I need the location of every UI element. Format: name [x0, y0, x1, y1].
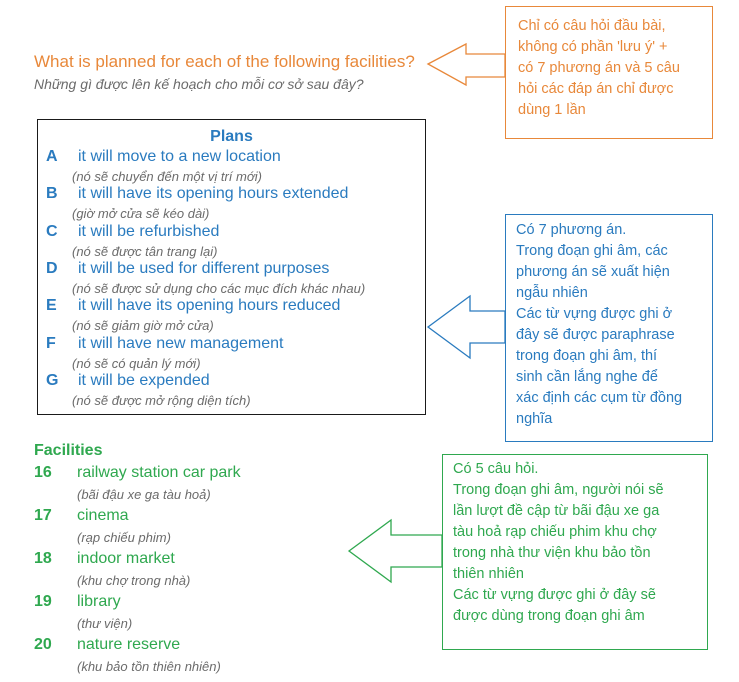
plan-letter: C — [46, 223, 58, 240]
note-line: được dùng trong đoạn ghi âm — [453, 608, 645, 624]
facility-number: 17 — [34, 507, 52, 524]
note-line: dùng 1 lần — [518, 102, 586, 118]
question-subtitle: Những gì được lên kế hoạch cho mỗi cơ sở sau đây? — [34, 76, 364, 92]
facilities-heading: Facilities — [34, 442, 103, 459]
plan-letter: F — [46, 335, 56, 352]
plan-text: it will be refurbished — [78, 223, 220, 240]
facility-text: nature reserve — [77, 636, 181, 653]
facility-number: 16 — [34, 464, 52, 481]
facility-text: cinema — [77, 507, 129, 524]
facility-number: 20 — [34, 636, 52, 653]
note-line: Có 5 câu hỏi. — [453, 461, 539, 477]
plan-text: it will have its opening hours extended — [78, 185, 349, 202]
plan-letter: B — [46, 185, 58, 202]
facility-text: library — [77, 593, 121, 610]
facility-number: 19 — [34, 593, 52, 610]
note-line: hỏi các đáp án chỉ được — [518, 81, 674, 97]
plan-note: (nó sẽ có quản lý mới) — [72, 356, 201, 371]
facility-number: 18 — [34, 550, 52, 567]
note-line: Trong đoạn ghi âm, các — [516, 243, 668, 259]
note-line: xác định các cụm từ đồng — [516, 390, 683, 406]
plan-letter: D — [46, 260, 58, 277]
plan-letter: A — [46, 148, 58, 165]
note-line: có 7 phương án và 5 câu — [518, 60, 680, 76]
note-line: Các từ vựng được ghi ở — [516, 306, 673, 322]
note-line: trong đoạn ghi âm, thí — [516, 348, 658, 364]
plan-text: it will be used for different purposes — [78, 260, 330, 277]
arrow-left-blue-icon — [428, 296, 505, 358]
arrow-left-green-icon — [349, 520, 442, 582]
note-line: ngẫu nhiên — [516, 285, 588, 301]
plan-letter: G — [46, 372, 59, 389]
note-line: đây sẽ được paraphrase — [516, 327, 675, 343]
note-question-info — [505, 6, 713, 139]
facility-text: railway station car park — [77, 464, 241, 481]
arrow-left-orange-icon — [428, 44, 505, 85]
plan-note: (nó sẽ chuyển đến một vị trí mới) — [72, 169, 262, 184]
facility-note: (thư viện) — [77, 616, 133, 631]
note-line: Có 7 phương án. — [516, 222, 627, 238]
note-line: lần lượt đề cập từ bãi đậu xe ga — [453, 503, 660, 519]
note-line: Các từ vựng được ghi ở đây sẽ — [453, 587, 656, 603]
note-line: tàu hoả rạp chiếu phim khu chợ — [453, 524, 657, 540]
facility-note: (rạp chiếu phim) — [77, 530, 171, 545]
plan-note: (giờ mở cửa sẽ kéo dài) — [72, 206, 210, 221]
note-line: phương án sẽ xuất hiện — [516, 264, 670, 280]
note-facilities-info — [442, 454, 708, 650]
plans-heading: Plans — [210, 128, 253, 145]
plan-letter: E — [46, 297, 57, 314]
note-line: thiên nhiên — [453, 566, 524, 582]
question-title: What is planned for each of the following facilities? — [34, 52, 415, 71]
plan-text: it will be expended — [78, 372, 210, 389]
plan-text: it will move to a new location — [78, 148, 281, 165]
note-line: trong nhà thư viện khu bảo tồn — [453, 545, 651, 561]
note-line: không có phần 'lưu ý' + — [518, 39, 668, 55]
facility-note: (bãi đậu xe ga tàu hoả) — [77, 487, 211, 502]
plan-note: (nó sẽ giảm giờ mở cửa) — [72, 318, 214, 333]
plan-note: (nó sẽ được tân trang lại) — [72, 244, 218, 259]
plan-text: it will have its opening hours reduced — [78, 297, 341, 314]
note-line: nghĩa — [516, 411, 553, 427]
facility-text: indoor market — [77, 550, 175, 567]
facility-note: (khu bảo tồn thiên nhiên) — [77, 659, 221, 674]
note-plans-info — [505, 214, 713, 442]
plan-note: (nó sẽ được mở rộng diện tích) — [72, 393, 251, 408]
facility-note: (khu chợ trong nhà) — [77, 573, 191, 588]
plan-text: it will have new management — [78, 335, 284, 352]
note-line: Chỉ có câu hỏi đầu bài, — [518, 18, 666, 34]
note-line: sinh cần lắng nghe để — [516, 369, 658, 385]
plan-note: (nó sẽ được sử dụng cho các mục đích khác nhau) — [72, 281, 366, 296]
note-line: Trong đoạn ghi âm, người nói sẽ — [453, 482, 664, 498]
